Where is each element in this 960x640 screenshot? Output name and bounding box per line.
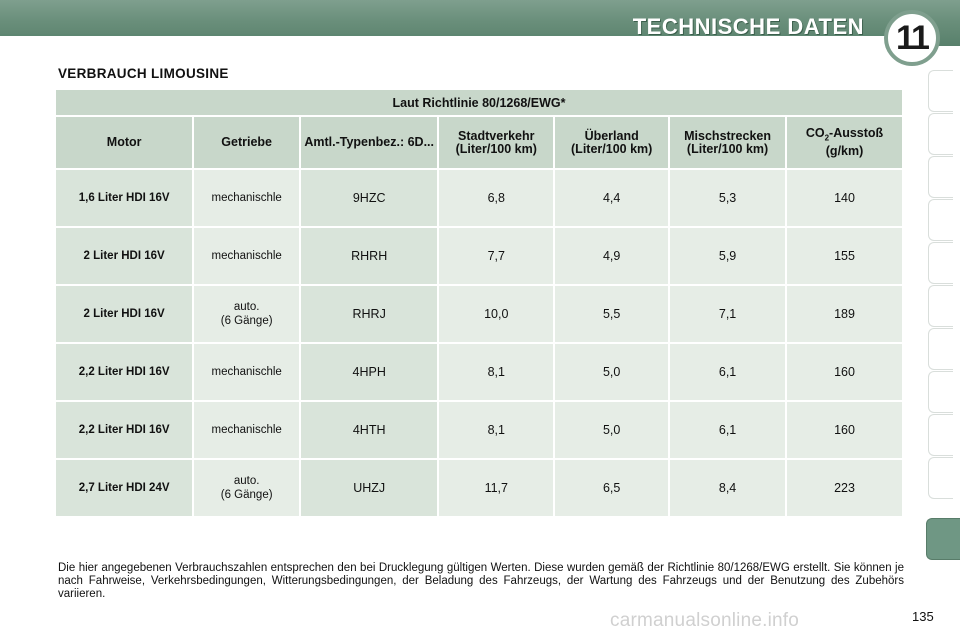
column-header-unit: (Liter/100 km) (686, 141, 769, 156)
cell-motor: 2,7 Liter HDI 24V (56, 460, 192, 516)
cell-typ: UHZJ (301, 460, 437, 516)
cell-ueberland: 4,4 (555, 170, 668, 226)
getriebe-line1: mechanischle (211, 424, 282, 436)
cell-getriebe (194, 460, 299, 516)
cell-co2: 189 (787, 286, 902, 342)
chapter-tab[interactable] (928, 285, 953, 327)
cell-co2: 160 (787, 402, 902, 458)
cell-stadtverkehr: 7,7 (439, 228, 553, 284)
getriebe-line1: mechanischle (211, 192, 282, 204)
consumption-table (56, 88, 904, 518)
cell-co2: 140 (787, 170, 902, 226)
cell-motor: 2 Liter HDI 16V (56, 286, 192, 342)
cell-getriebe (194, 402, 299, 458)
cell-stadtverkehr: 11,7 (439, 460, 553, 516)
co2-subscript: 2 (824, 133, 830, 143)
cell-mischstrecken: 6,1 (670, 402, 785, 458)
cell-motor: 2 Liter HDI 16V (56, 228, 192, 284)
column-header-label: Überland (584, 128, 639, 143)
cell-mischstrecken: 7,1 (670, 286, 785, 342)
chapter-tab[interactable] (928, 457, 953, 499)
column-header-label: Mischstrecken (684, 128, 771, 143)
chapter-tabs (928, 70, 960, 580)
column-header-motor: Motor (56, 117, 192, 168)
co2-suffix: -Ausstoß (829, 126, 884, 141)
column-header-typ: Amtl.-Typenbez.: 6D... (301, 117, 437, 168)
cell-stadtverkehr: 10,0 (439, 286, 553, 342)
section-title: VERBRAUCH LIMOUSINE (58, 66, 229, 81)
getriebe-line2: (6 Gänge) (220, 315, 273, 327)
getriebe-line1: auto. (233, 475, 260, 487)
chapter-tab[interactable] (928, 113, 953, 155)
getriebe-line1: auto. (233, 301, 260, 313)
column-header-ueberland (555, 117, 668, 168)
cell-co2: 223 (787, 460, 902, 516)
table-row (56, 402, 902, 458)
cell-stadtverkehr: 6,8 (439, 170, 553, 226)
chapter-tab[interactable] (928, 242, 953, 284)
column-header-stadtverkehr (439, 117, 553, 168)
column-header-label: Stadtverkehr (458, 128, 535, 143)
table-row (56, 286, 902, 342)
chapter-tab[interactable] (928, 199, 953, 241)
cell-ueberland: 4,9 (555, 228, 668, 284)
cell-mischstrecken: 6,1 (670, 344, 785, 400)
chapter-tab[interactable] (928, 156, 953, 198)
cell-mischstrecken: 8,4 (670, 460, 785, 516)
column-header-unit: (g/km) (825, 143, 864, 158)
column-header-getriebe: Getriebe (194, 117, 299, 168)
footnote-text: Die hier angegebenen Verbrauchszahlen entsprechen den bei Drucklegung gültigen Werten. Diese wurden gemäß der Richtlinie 80/1268/EWG erstellt. Sie können je nach Fahrweise, Verkehrsbedingungen, Witterungsbedingungen, der Beladung des Fahrzeugs, der Wartung des Fahrzeugs und der Benutzung des Zubehörs variieren. (58, 562, 904, 600)
cell-typ: RHRH (301, 228, 437, 284)
chapter-tab-active[interactable] (926, 518, 960, 560)
chapter-number-badge: 11 (884, 10, 940, 66)
cell-ueberland: 5,5 (555, 286, 668, 342)
table-caption: Laut Richtlinie 80/1268/EWG* (56, 90, 902, 115)
cell-motor: 1,6 Liter HDI 16V (56, 170, 192, 226)
watermark: carmanualsonline.info (610, 610, 800, 631)
cell-typ: 9HZC (301, 170, 437, 226)
column-header-mischstrecken (670, 117, 785, 168)
cell-motor: 2,2 Liter HDI 16V (56, 402, 192, 458)
co2-prefix: CO (805, 126, 825, 141)
cell-motor: 2,2 Liter HDI 16V (56, 344, 192, 400)
cell-getriebe (194, 170, 299, 226)
page-number: 135 (912, 609, 934, 624)
cell-ueberland: 5,0 (555, 402, 668, 458)
cell-getriebe (194, 286, 299, 342)
cell-stadtverkehr: 8,1 (439, 344, 553, 400)
cell-co2: 155 (787, 228, 902, 284)
chapter-tab[interactable] (928, 414, 953, 456)
cell-mischstrecken: 5,9 (670, 228, 785, 284)
getriebe-line1: mechanischle (211, 366, 282, 378)
cell-typ: 4HPH (301, 344, 437, 400)
getriebe-line2: (6 Gänge) (220, 489, 273, 501)
cell-typ: 4HTH (301, 402, 437, 458)
cell-ueberland: 6,5 (555, 460, 668, 516)
chapter-tab[interactable] (928, 371, 953, 413)
cell-stadtverkehr: 8,1 (439, 402, 553, 458)
table-row (56, 460, 902, 516)
cell-co2: 160 (787, 344, 902, 400)
page-title: TECHNISCHE DATEN (632, 14, 864, 39)
cell-getriebe (194, 228, 299, 284)
cell-getriebe (194, 344, 299, 400)
cell-ueberland: 5,0 (555, 344, 668, 400)
table-row (56, 344, 902, 400)
chapter-tab[interactable] (928, 328, 953, 370)
getriebe-line1: mechanischle (211, 250, 282, 262)
column-header-unit: (Liter/100 km) (571, 141, 653, 156)
table-row (56, 228, 902, 284)
column-header-unit: (Liter/100 km) (455, 141, 537, 156)
table-row (56, 170, 902, 226)
cell-typ: RHRJ (301, 286, 437, 342)
cell-mischstrecken: 5,3 (670, 170, 785, 226)
column-header-co2 (787, 117, 902, 168)
chapter-tab[interactable] (928, 70, 953, 112)
